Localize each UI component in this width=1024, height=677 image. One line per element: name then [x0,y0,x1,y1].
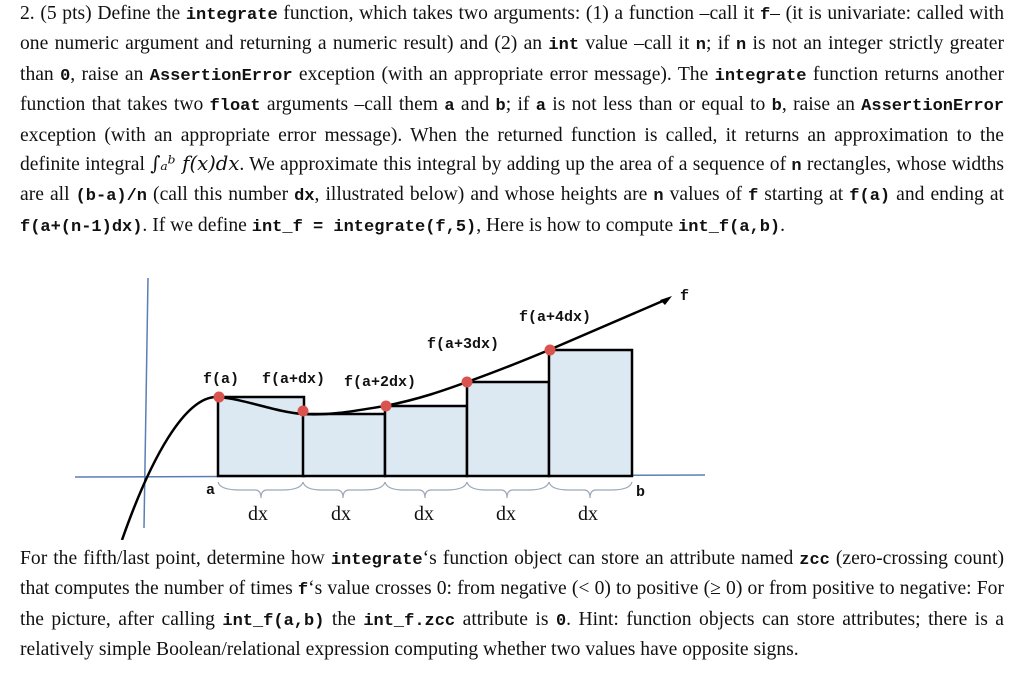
code: float [209,97,261,117]
text: . If we define [142,214,252,236]
rectangle-2 [303,414,385,476]
code: f [748,187,759,207]
text: . [780,214,786,236]
rectangle-3 [385,406,467,476]
code: f(a+(n-1)dx) [20,217,143,237]
text: ; if [705,33,737,55]
curve-arrow-icon [660,296,672,305]
text: function returns another function that takes two [20,63,1004,116]
text: For the fifth/last point, determine how [20,548,331,569]
code: n [791,157,802,177]
code: (b-a)/n [75,187,148,207]
code: n [653,187,664,207]
question-block [20,0,1004,242]
point-fadx [298,406,309,417]
label-b: b [636,484,646,501]
y-axis [144,278,148,528]
point-fa4dx [545,345,556,356]
dx-label-4: dx [496,503,516,525]
code: integrate [330,551,423,570]
text: and ending at [890,184,1004,206]
code: a [535,97,546,117]
code: int_f = integrate(f,5) [251,217,477,237]
code: 0 [555,611,567,631]
rectangle-5 [549,350,632,476]
label-fadx: f(a+dx) [262,371,326,388]
code: b [495,97,506,117]
rectangle-1 [218,397,304,476]
text: ‘s function object can store an attribute named [422,548,800,569]
text: , raise an [781,94,862,116]
point-fa [214,392,225,403]
code: integrate [185,6,278,25]
code: 0 [60,66,71,86]
code: AssertionError [149,66,293,86]
label-fa3dx: f(a+3dx) [427,336,500,353]
code: a [444,97,455,117]
label-fa4dx: f(a+4dx) [519,309,592,326]
text: , Here is how to compute [476,214,679,236]
text: function, which takes two arguments: (1) a function –call it [277,3,760,24]
code: n [736,36,747,56]
code: zcc [799,551,830,570]
text: ; if [505,94,536,116]
text: – (it is univariate: called with one numeric argument and returning a numeric result) and (2) an [20,3,1004,55]
text: . We approximate this integral by adding up the area of a sequence of [239,154,792,176]
dx-braces [218,482,632,498]
code: int_f(a,b) [222,611,325,631]
label-fa: f(a) [203,371,240,388]
text: (zero-crossing count) that computes the number of times [20,548,1004,600]
text: is not less than or equal to [545,94,772,116]
text: rectangles, whose widths are all [20,154,1004,206]
text: and [454,94,496,116]
dx-label-2: dx [331,503,351,525]
text: arguments –call them [260,94,445,116]
code: f [759,6,771,25]
rectangle-4 [467,382,549,476]
integration-figure [0,270,1024,540]
text: , raise an [70,63,150,85]
text: , illustrated below) and whose heights are [314,184,654,206]
question-paragraph [20,0,1004,242]
text: exception (with an appropriate error message). The [292,63,715,85]
code: int_f(a,b) [678,217,781,237]
followup-paragraph [20,545,1004,665]
point-fa2dx [381,401,392,412]
text: exception (with an appropriate error message). When the returned function is called, it returns an approximation to the definite integral [20,124,1004,176]
text: . Hint: function objects can store attributes; there is a relatively simple Boolean/relational expression computing whether two values have opposite signs. [20,608,1004,661]
code: integrate [714,66,807,86]
rectangles-diagram [0,270,1024,540]
code: int_f.zcc [363,611,456,631]
integral-expression: ∫ₐᵇ f(x)dx [150,152,240,176]
code: b [771,97,782,117]
code: dx [294,187,315,207]
text: (call this number [147,184,295,206]
code: n [695,36,706,56]
text: attribute is [455,608,556,630]
code: f(a) [849,187,891,207]
text: is not an integer strictly greater than [20,33,1004,85]
text: starting at [758,184,850,206]
label-fa2dx: f(a+2dx) [344,374,417,391]
label-f: f [680,288,690,305]
text: 2. (5 pts) Define the [20,3,186,24]
dx-label-5: dx [578,503,598,525]
code: int [548,36,580,56]
code: f [297,581,309,601]
text: values of [663,184,749,206]
text: value –call it [579,33,696,55]
text: the [324,608,364,630]
text: ‘s value crosses 0: from negative (< 0) to positive (≥ 0) or from positive to negative: For the picture, after calling [20,578,1004,630]
point-fa3dx [462,377,473,388]
label-a: a [206,482,216,499]
dx-label-1: dx [248,503,268,525]
dx-label-3: dx [414,503,434,525]
code: AssertionError [861,97,1004,117]
